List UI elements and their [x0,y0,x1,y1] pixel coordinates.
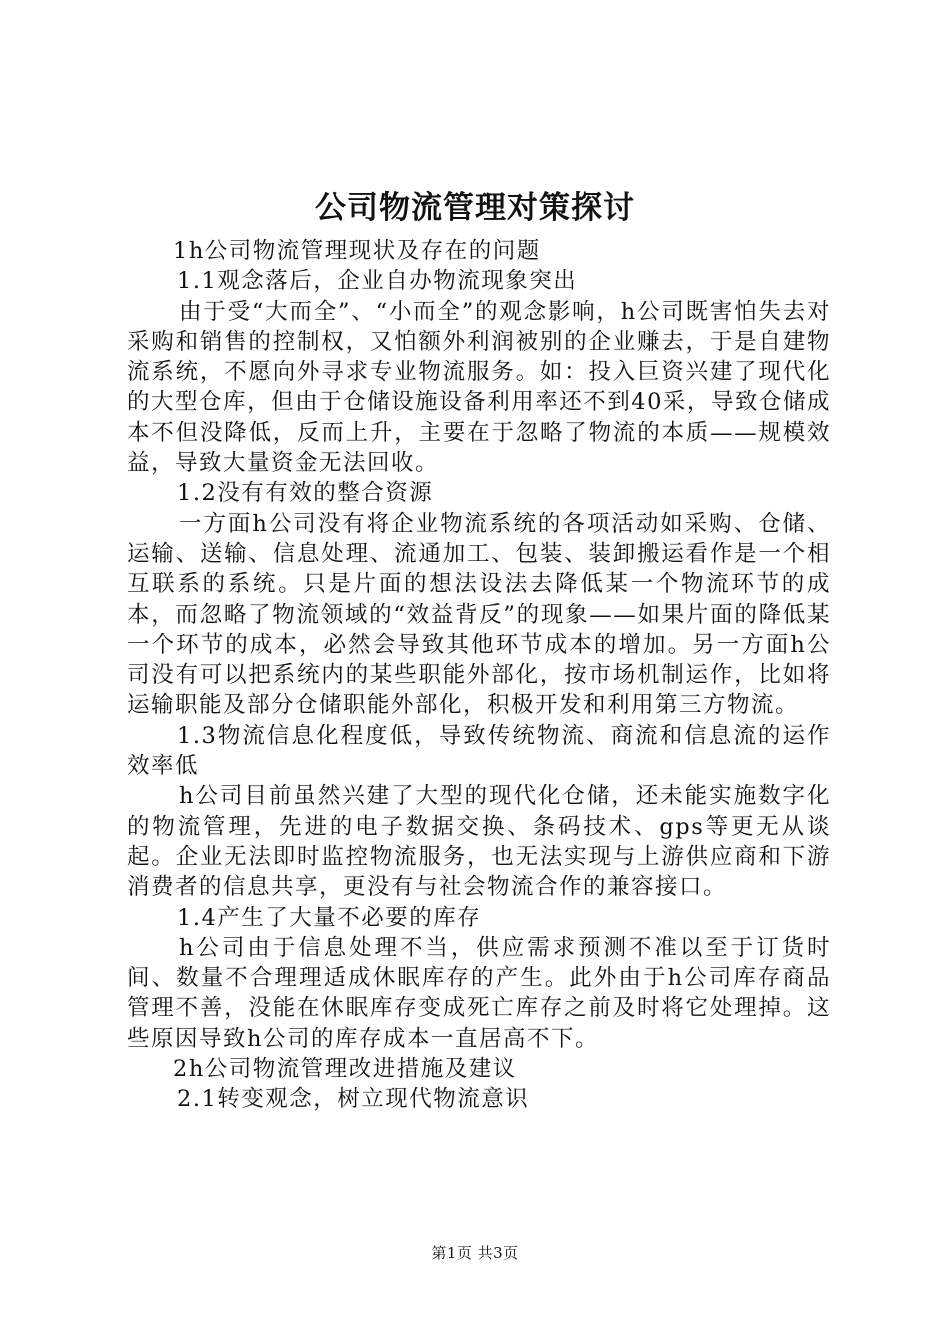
subsection-heading-1-4: 1.4产生了大量不必要的库存 [177,904,482,931]
paragraph-1-3: h公司目前虽然兴建了大型的现代化仓储，还未能实施数字化的物流管理，先进的电子数据交换、条码技术、gps等更无从谈起。企业无法即时监控物流服务，也无法实现与上游供应商和下游消费者的信息共享，更没有与社会物流合作的兼容接口。 [127,783,831,901]
subsection-heading-1-2: 1.2没有有效的整合资源 [177,480,434,507]
section-heading-2: 2h公司物流管理改进措施及建议 [173,1056,517,1083]
subsection-heading-1-1: 1.1观念落后，企业自办物流现象突出 [177,268,578,295]
paragraph-1-1: 由于受“大而全”、“小而全”的观念影响，h公司既害怕失去对采购和销售的控制权，又怕额外利润被别的企业赚去，于是自建物流系统，不愿向外寻求专业物流服务。如：投入巨资兴建了现代化的大型仓库，但由于仓储设施设备利用率还不到40采，导致仓储成本不但没降低，反而上升，主要在于忽略了物流的本质——规模效益，导致大量资金无法回收。 [127,298,831,477]
subsection-heading-2-1: 2.1转变观念，树立现代物流意识 [177,1086,530,1113]
subsection-heading-1-3: 1.3物流信息化程度低，导致传统物流、商流和信息流的运作效率低 [127,722,831,780]
document-title: 公司物流管理对策探讨 [315,190,635,226]
document-body [127,236,831,1115]
section-heading-1: 1h公司物流管理现状及存在的问题 [173,238,541,264]
paragraph-1-2: 一方面h公司没有将企业物流系统的各项活动如采购、仓储、运输、送输、信息处理、流通加工、包装、装卸搬运看作是一个相互联系的系统。只是片面的想法设法去降低某一个物流环节的成本，而忽略了物流领域的“效益背反”的现象——如果片面的降低某一个环节的成本，必然会导致其他环节成本的增加。另一方面h公司没有可以把系统内的某些职能外部化，按市场机制运作，比如将运输职能及部分仓储职能外部化，积极开发和利用第三方物流。 [127,510,831,719]
paragraph-1-4: h公司由于信息处理不当，供应需求预测不准以至于订货时间、数量不合理理适成休眠库存的产生。此外由于h公司库存商品管理不善，没能在休眠库存变成死亡库存之前及时将它处理掉。这些原因导致h公司的库存成本一直居高不下。 [127,934,831,1052]
page-number-footer: 第1页 共3页 [431,1244,519,1262]
